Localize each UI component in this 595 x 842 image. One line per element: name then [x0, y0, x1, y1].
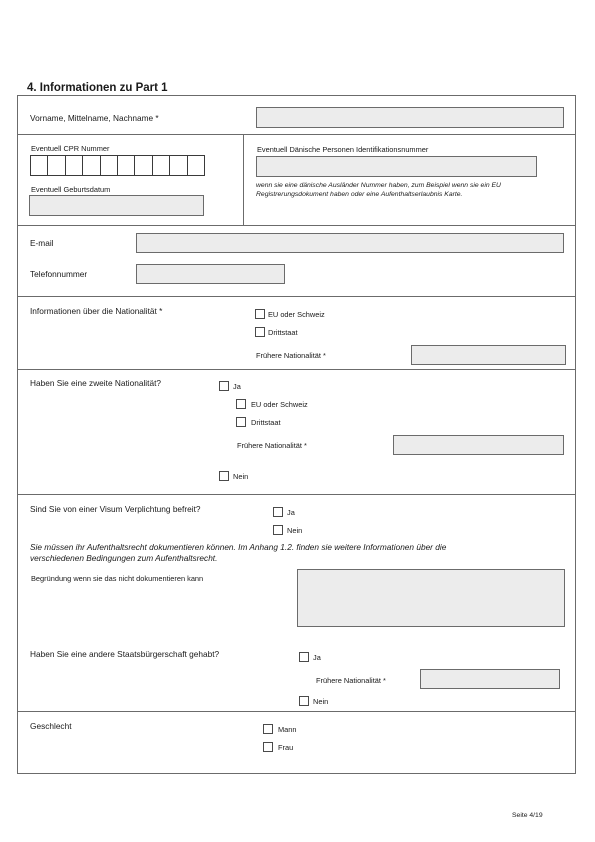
other-citizenship-former-input[interactable]: [420, 669, 560, 689]
page-number: Seite 4/19: [512, 812, 543, 819]
divider-vertical: [243, 134, 244, 225]
cpr-digit-box[interactable]: [153, 156, 170, 175]
visa-note-line2: verschiedenen Bedingungen zum Aufenthaltsrecht.: [30, 553, 218, 563]
divider: [17, 225, 576, 226]
gender-label: Geschlecht: [30, 721, 72, 731]
email-label: E-mail: [30, 238, 54, 248]
nationality-third-label: Drittstaat: [268, 328, 298, 337]
email-input[interactable]: [136, 233, 564, 253]
visa-note-line1: Sie müssen ihr Aufenthaltsrecht dokumentieren können. Im Anhang 1.2. finden sie weitere Informationen über die: [30, 542, 447, 552]
visa-yes-label: Ja: [287, 508, 295, 517]
cpr-digit-box[interactable]: [135, 156, 152, 175]
cpr-digit-box[interactable]: [31, 156, 48, 175]
second-nationality-former-label: Frühere Nationalität *: [237, 441, 307, 450]
cpr-digit-box[interactable]: [66, 156, 83, 175]
cpr-input[interactable]: [30, 155, 205, 176]
gender-male-checkbox[interactable]: [263, 724, 273, 734]
other-citizenship-yes-label: Ja: [313, 653, 321, 662]
cpr-label: Eventuell CPR Nummer: [31, 144, 110, 153]
cpr-digit-box[interactable]: [118, 156, 135, 175]
nationality-third-checkbox[interactable]: [255, 327, 265, 337]
second-nationality-no-label: Nein: [233, 472, 249, 481]
second-nationality-former-input[interactable]: [393, 435, 564, 455]
gender-male-label: Mann: [278, 725, 297, 734]
divider: [17, 711, 576, 712]
nationality-eu-checkbox[interactable]: [255, 309, 265, 319]
second-nationality-eu-label: EU oder Schweiz: [251, 400, 308, 409]
name-label: Vorname, Mittelname, Nachname *: [30, 113, 159, 123]
cpr-digit-box[interactable]: [83, 156, 100, 175]
nationality-eu-label: EU oder Schweiz: [268, 310, 325, 319]
danish-id-label: Eventuell Dänische Personen Identifikationsnummer: [257, 145, 429, 154]
phone-label: Telefonnummer: [30, 269, 88, 279]
gender-female-label: Frau: [278, 743, 294, 752]
visa-no-label: Nein: [287, 526, 303, 535]
section-title: 4. Informationen zu Part 1: [27, 82, 168, 94]
divider: [17, 134, 576, 135]
nationality-former-input[interactable]: [411, 345, 566, 365]
name-input[interactable]: [256, 107, 564, 128]
birthdate-input[interactable]: [29, 195, 204, 216]
second-nationality-no-checkbox[interactable]: [219, 471, 229, 481]
danish-id-note-line2: Registrerungsdokument haben oder eine Aufenthaltserlaubnis Karte.: [256, 191, 463, 198]
visa-label: Sind Sie von einer Visum Verplichtung befreit?: [30, 504, 201, 514]
other-citizenship-yes-checkbox[interactable]: [299, 652, 309, 662]
other-citizenship-no-checkbox[interactable]: [299, 696, 309, 706]
second-nationality-third-label: Drittstaat: [251, 418, 281, 427]
second-nationality-eu-checkbox[interactable]: [236, 399, 246, 409]
cpr-digit-box[interactable]: [101, 156, 118, 175]
second-nationality-label: Haben Sie eine zweite Nationalität?: [30, 378, 161, 388]
second-nationality-yes-checkbox[interactable]: [219, 381, 229, 391]
visa-reason-textarea[interactable]: [297, 569, 565, 627]
second-nationality-third-checkbox[interactable]: [236, 417, 246, 427]
cpr-digit-box[interactable]: [170, 156, 187, 175]
cpr-digit-box[interactable]: [188, 156, 204, 175]
visa-yes-checkbox[interactable]: [273, 507, 283, 517]
visa-reason-label: Begründung wenn sie das nicht dokumentieren kann: [31, 574, 204, 583]
divider: [17, 494, 576, 495]
danish-id-note-line1: wenn sie eine dänische Ausländer Nummer haben, zum Beispiel wenn sie ein EU: [256, 182, 501, 189]
other-citizenship-label: Haben Sie eine andere Staatsbürgerschaft gehabt?: [30, 649, 220, 659]
nationality-label: Informationen über die Nationalität *: [30, 306, 163, 316]
phone-input[interactable]: [136, 264, 285, 284]
second-nationality-yes-label: Ja: [233, 382, 241, 391]
birthdate-label: Eventuell Geburtsdatum: [31, 185, 111, 194]
cpr-digit-box[interactable]: [48, 156, 65, 175]
divider: [17, 369, 576, 370]
other-citizenship-former-label: Frühere Nationalität *: [316, 676, 386, 685]
visa-no-checkbox[interactable]: [273, 525, 283, 535]
divider: [17, 296, 576, 297]
gender-female-checkbox[interactable]: [263, 742, 273, 752]
nationality-former-label: Frühere Nationalität *: [256, 351, 326, 360]
other-citizenship-no-label: Nein: [313, 697, 329, 706]
danish-id-input[interactable]: [256, 156, 537, 177]
